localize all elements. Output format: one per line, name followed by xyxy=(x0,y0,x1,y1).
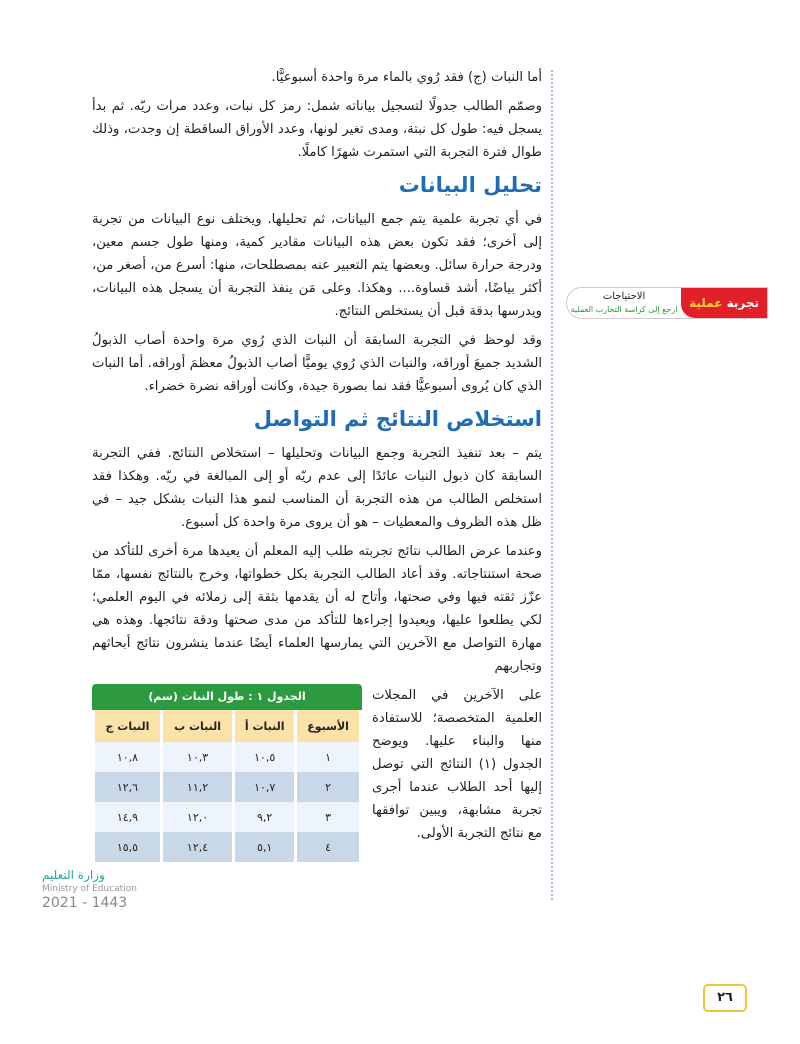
table-cell: ٥,١ xyxy=(235,832,294,862)
table-cell: ١١,٢ xyxy=(163,772,232,802)
logo-english: Ministry of Education xyxy=(42,884,137,894)
badge-label-2: عملية xyxy=(689,296,723,310)
paragraph: وعندما عرض الطالب نتائج تجربته طلب إليه المعلم أن يعيدها مرة أخرى للتأكد من صحة استنتاجاته. وقد أعاد الطالب التجربة بكل خطواتها، وخرج بالنتائج نفسها، ممّا عزّز ثقته فيها وفي صحتها، وأتاح له أن يقدمها بثقة إلى زملائه في اليوم العلمي؛ لكي يطلعوا عليها، ويعيدوا إجراءها للتأكد من مدى صحتها ودقة نتائجها. وهذه هي مهارة التواصل مع الآخرين التي يمارسها العلماء أيضًا عندما ينشرون نتائج أبحاثهم وتجاربهم xyxy=(92,544,542,674)
paragraph: وصمّم الطالب جدولًا لتسجيل بياناته شمل: رمز كل نبات، وعدد مرات ريّه. ثم بدأ يسجل فيه: طول كل نبتة، ومدى تغير لونها، وعدد الأوراق الساقطة إن وجدت، وذلك طوال فترة التجربة التي استمرت شهرًا كاملًا. xyxy=(92,99,542,160)
table-row xyxy=(95,742,359,772)
table-cell: ١ xyxy=(297,742,359,772)
logo-arabic: وزارة التعليم xyxy=(42,868,105,882)
table-cell: ١٥,٥ xyxy=(95,832,160,862)
table-cell: ١٢,٠ xyxy=(163,802,232,832)
ministry-logo xyxy=(42,868,362,912)
table-cell: ٢ xyxy=(297,772,359,802)
side-paragraph: على الآخرين في المجلات العلمية المتخصصة؛ للاستفادة منها والبناء عليها. ويوضح الجدول (١) النتائج التي توصل إليها أحد الطلاب عندما أجرى تجربة مشابهة، ويبين توافقها مع نتائج التجربة الأولى. xyxy=(372,688,542,841)
table-header-row xyxy=(95,710,359,742)
heading-conclusions: استخلاص النتائج ثم التواصل xyxy=(253,407,542,431)
table-row xyxy=(95,832,359,862)
logo-year: 2021 - 1443 xyxy=(42,895,128,911)
paragraph: في أي تجربة علمية يتم جمع البيانات، ثم تحليلها. ويختلف نوع البيانات من تجربة إلى أخرى؛ فقد تكون بعض هذه البيانات مقادير كمية، ومنها طول جسم معين، ودرجة حرارة سائل. وبعضها يتم التعبير عنه بمصطلحات، منها: أسرع من، أصغر من، أكثر بياضًا، أشد قساوة.... وهكذا. وعلى مَن ينفذ التجربة أن يسجل هذه البيانات، ويدرسها بدقة قبل أن يستخلص النتائج. xyxy=(92,212,542,319)
paragraph: وقد لوحظ في التجربة السابقة أن النبات الذي رُوي مرة واحدة أصاب الذبولُ الشديد جميعَ أوراقه، والنبات الذي رُوي يوميًّا أصاب الذبولُ معظمَ أوراقه. أما النبات الذي كان يُروى أسبوعيًّا فقد نما بصورة جيدة، وكانت أوراقه نضرة خضراء. xyxy=(92,333,542,394)
page-number: ٢٦ xyxy=(703,984,747,1012)
badge-title: الاحتياجات xyxy=(602,291,646,302)
table-cell: ١٢,٤ xyxy=(163,832,232,862)
table-caption: الجدول ١ : طول النبات (سم) xyxy=(92,684,362,710)
table-cell: ٣ xyxy=(297,802,359,832)
table-cell: ٤ xyxy=(297,832,359,862)
badge-text xyxy=(567,288,681,318)
table-cell: ١٠,٧ xyxy=(235,772,294,802)
paragraph: أما النبات (ج) فقد رُوي بالماء مرة واحدة أسبوعيًّا. xyxy=(271,70,542,85)
table-cell: ١٠,٥ xyxy=(235,742,294,772)
table-cell: ٩,٢ xyxy=(235,802,294,832)
table-header: النبات ج xyxy=(95,710,160,742)
table-header: النبات أ xyxy=(235,710,294,742)
badge-label xyxy=(681,288,767,318)
table-block xyxy=(42,684,362,912)
heading-data-analysis: تحليل البيانات xyxy=(398,173,542,197)
margin-divider xyxy=(551,70,553,900)
table-row xyxy=(95,802,359,832)
badge-subtitle: ارجع إلى كراسة التجارب العملية xyxy=(570,305,678,314)
table-header: النبات ب xyxy=(163,710,232,742)
main-column xyxy=(42,66,542,912)
table-row xyxy=(95,772,359,802)
table-cell: ١٠,٣ xyxy=(163,742,232,772)
table-cell: ١٠,٨ xyxy=(95,742,160,772)
badge-label-1: تجربة xyxy=(726,296,759,310)
table-cell: ١٤,٩ xyxy=(95,802,160,832)
table-row-section xyxy=(42,684,542,912)
table-header: الأسبوع xyxy=(297,710,359,742)
plant-length-table xyxy=(92,684,362,862)
paragraph: يتم – بعد تنفيذ التجربة وجمع البيانات وتحليلها – استخلاص النتائج. ففي التجربة السابقة كان ذبول النبات عائدًا إلى عدم ريّه أو إلى المبالغة في ريّه. وهكذا فقد استخلص الطالب من هذه التجربة أن المناسب لنمو هذا النبات بشكل جيد – في ظل هذه الظروف والمعطيات – هو أن يروى مرة واحدة كل أسبوع. xyxy=(92,446,542,530)
lab-activity-badge xyxy=(566,287,768,319)
table-cell: ١٢,٦ xyxy=(95,772,160,802)
